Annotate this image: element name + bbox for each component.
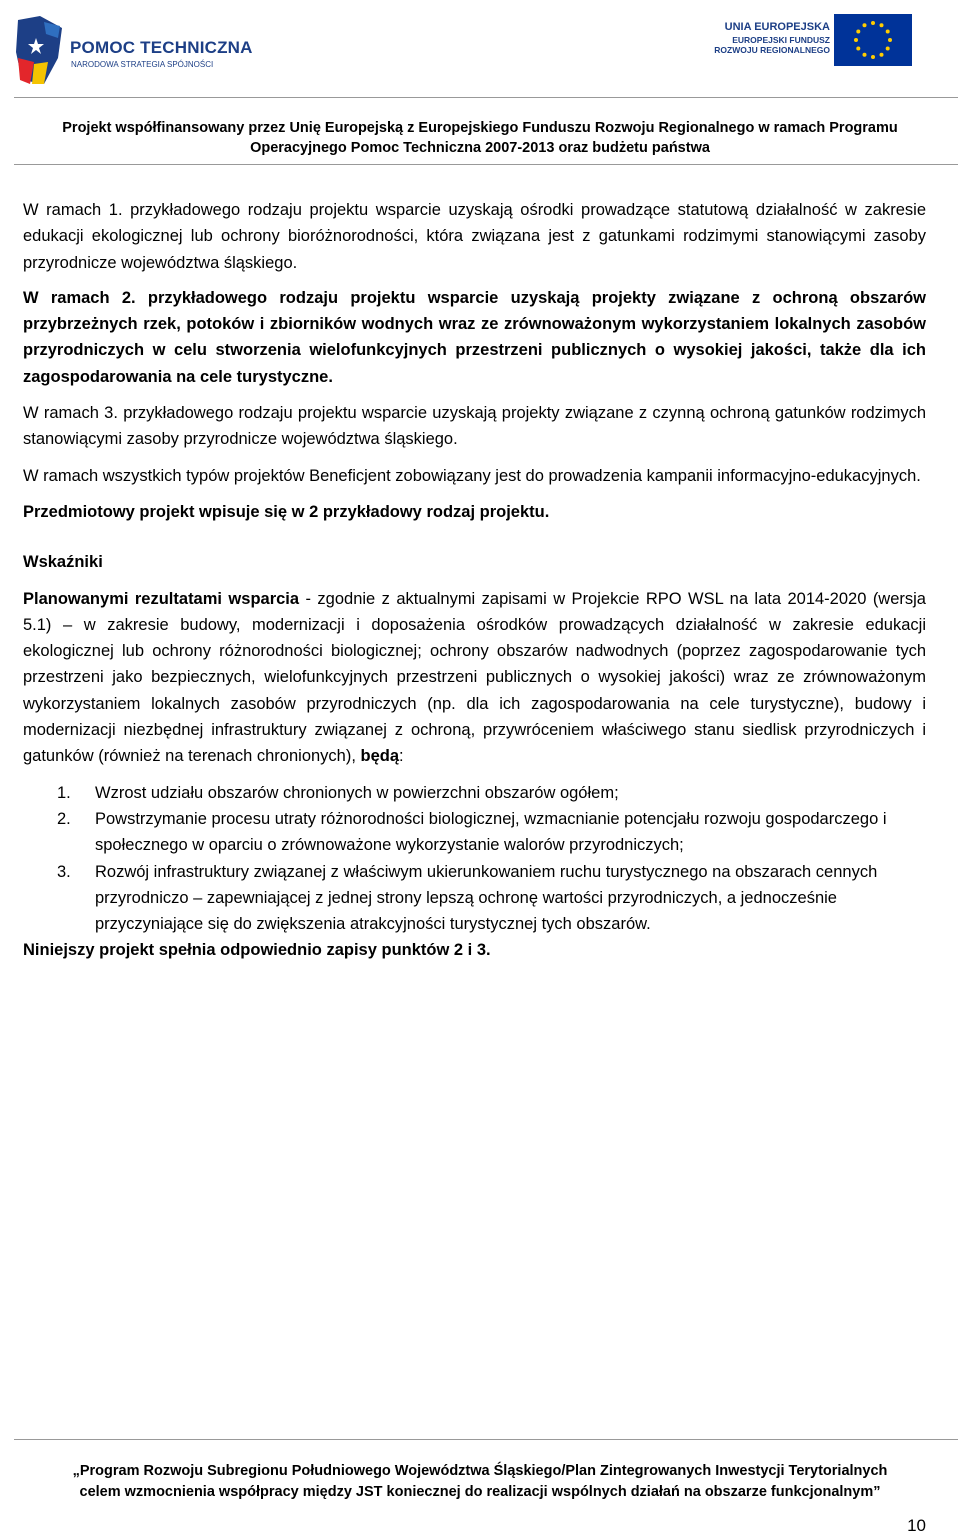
header-caption-line2: Operacyjnego Pomoc Techniczna 2007-2013 oraz budżetu państwa: [250, 140, 710, 156]
results-list: [23, 780, 926, 938]
planned-results-bold-end: będą: [360, 747, 400, 766]
section-heading-wskazniki: Wskaźniki: [23, 553, 103, 572]
list-item: [23, 806, 926, 859]
list-item: [23, 859, 926, 938]
paragraph-type-1: W ramach 1. przykładowego rodzaju projektu wsparcie uzyskają ośrodki prowadzące statutową działalność w zakresie edukacji ekologicznej lub ochrony bioróżnorodności, która związana jest z gatunkami rodzimymi stanowiącymi zasoby przyrodnicze województwa śląskiego.: [23, 201, 926, 272]
document-body: [23, 197, 926, 964]
eu-logo-line3: ROZWOJU REGIONALNEGO: [714, 45, 830, 55]
planned-results-text: - zgodnie z aktualnymi zapisami w Projekcie RPO WSL na lata 2014-2020 (wersja 5.1) – w zakresie budowy, modernizacji i doposażenia ośrodków prowadzących działalność w zakresie edukacji ekologicznej lub ochrony różnorodności biologicznej; ochrony obszarów nadwodnych (poprzez zagospodarowanie tych przestrzeni jako bezpiecznych, wielofunkcyjnych przestrzeni publicznych o wysokiej jakości) wraz ze zrównoważonym wykorzystaniem lokalnych zasobów przyrodniczych (np. dla ich zagospodarowania na cele turystyczne), budowy i modernizacji niezbędnej infrastruktury związanej z ochroną, przywróceniem właściwego stanu siedlisk przyrodniczych i gatunków (również na terenach chronionych),: [23, 589, 926, 766]
pomoc-techniczna-logo: [14, 14, 254, 88]
list-item-number: 1.: [57, 783, 71, 802]
list-item-number: 2.: [57, 809, 71, 828]
planned-results-colon: :: [399, 747, 404, 766]
header-divider-top: [14, 97, 958, 98]
footer-caption: [0, 1461, 960, 1503]
footer-caption-line1: „Program Rozwoju Subregionu Południowego Województwa Śląskiego/Plan Zintegrowanych Inwestycji Terytorialnych: [72, 1463, 888, 1479]
footer-divider: [14, 1439, 958, 1440]
paragraph-planned-results: [23, 586, 926, 770]
list-item-text: Rozwój infrastruktury związanej z właściwym ukierunkowaniem ruchu turystycznego na obszarach cennych przyrodniczo – zapewniającej z jednej strony lepszą ochronę wartości przyrodniczych, a jednocześnie przyczyniające się do zwiększenia atrakcyjności turystycznej tych obszarów.: [95, 862, 878, 934]
planned-results-label: Planowanymi rezultatami wsparcia: [23, 589, 300, 608]
list-item: [23, 780, 926, 806]
eu-logo-line1: UNIA EUROPEJSKA: [724, 21, 830, 33]
paragraph-all-types: W ramach wszystkich typów projektów Beneficjent zobowiązany jest do prowadzenia kampanii informacyjno-edukacyjnych.: [23, 466, 921, 485]
footer-caption-line2: celem wzmocnienia współpracy między JST koniecznej do realizacji wspólnych działań na obszarze funkcjonalnym”: [79, 1484, 881, 1500]
eu-logo: [688, 14, 912, 68]
star-emblem-icon: [14, 14, 68, 88]
logo-subtitle: NARODOWA STRATEGIA SPÓJNOŚCI: [71, 60, 214, 69]
header-caption: [0, 118, 960, 158]
list-item-text: Wzrost udziału obszarów chronionych w powierzchni obszarów ogółem;: [95, 783, 619, 802]
page-number: 10: [907, 1516, 926, 1535]
paragraph-type-3: W ramach 3. przykładowego rodzaju projektu wsparcie uzyskają projekty związane z czynną ochroną gatunków rodzimych stanowiącymi zasoby przyrodnicze województwa śląskiego.: [23, 404, 926, 449]
paragraph-conclusion: Niniejszy projekt spełnia odpowiednio zapisy punktów 2 i 3.: [23, 941, 491, 960]
eu-logo-line2: EUROPEJSKI FUNDUSZ: [732, 35, 830, 45]
list-item-number: 3.: [57, 862, 71, 881]
logo-title: POMOC TECHNICZNA: [70, 38, 253, 57]
header-caption-line1: Projekt współfinansowany przez Unię Europejską z Europejskiego Funduszu Rozwoju Regionalnego w ramach Programu: [62, 120, 898, 136]
paragraph-type-2: W ramach 2. przykładowego rodzaju projektu wsparcie uzyskają projekty związane z ochroną obszarów przybrzeżnych rzek, potoków i zbiorników wodnych wraz ze zrównoważonym wykorzystaniem lokalnych zasobów przyrodniczych w celu stworzenia wielofunkcyjnych przestrzeni publicznych o wysokiej jakości, także dla ich zagospodarowania na cele turystyczne.: [23, 288, 926, 386]
paragraph-project-fit: Przedmiotowy projekt wpisuje się w 2 przykładowy rodzaj projektu.: [23, 502, 550, 521]
eu-flag-icon: [834, 14, 912, 66]
header-divider-bottom: [14, 164, 958, 165]
list-item-text: Powstrzymanie procesu utraty różnorodności biologicznej, wzmacnianie potencjału rozwoju gospodarczego i społecznego w oparciu o zrównoważone wykorzystanie walorów przyrodniczych;: [95, 809, 887, 855]
page-header: [0, 0, 960, 96]
